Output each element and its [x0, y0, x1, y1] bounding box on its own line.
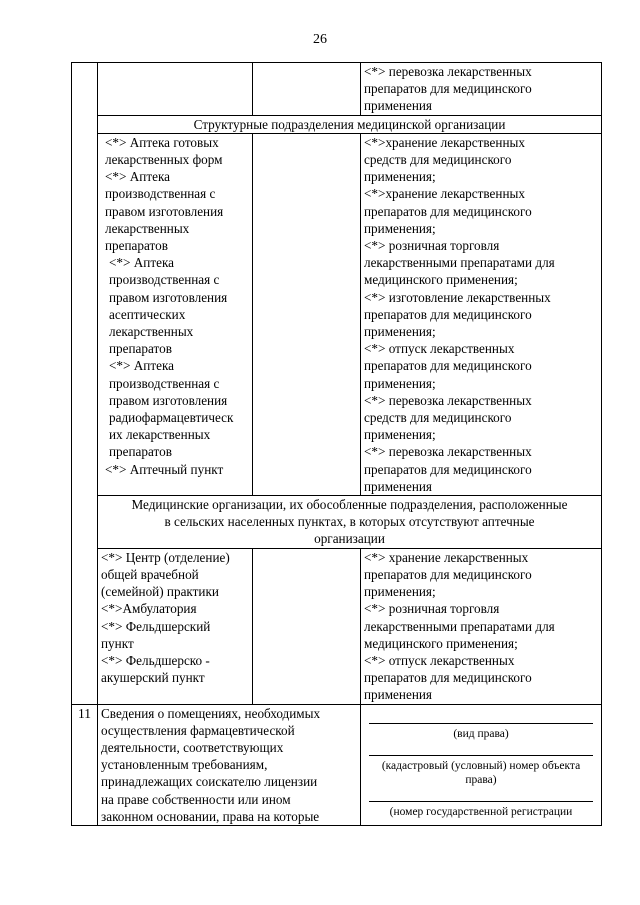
unit-line: производственная с — [109, 272, 220, 288]
top-row-units-cell — [98, 63, 253, 116]
unit-line: лекарственных — [105, 220, 190, 236]
description-line: установленным требованиям, — [101, 757, 268, 773]
activity-line: применения; — [364, 375, 436, 391]
unit-line: лекарственных форм — [105, 152, 223, 168]
unit-line: препаратов — [109, 341, 172, 357]
license-table — [71, 62, 602, 826]
activity-line: применения; — [364, 220, 436, 236]
rural-heading — [98, 496, 602, 549]
unit-line: <*> Аптека — [109, 255, 175, 271]
unit-line: <*> Аптека готовых — [105, 134, 219, 150]
unit-line: <*> Центр (отделение) — [101, 549, 230, 565]
description-line: осуществления фармацевтической — [101, 722, 295, 738]
rural-content-row — [72, 548, 602, 704]
activity-line: применения — [364, 478, 432, 494]
activity-line: <*>хранение лекарственных — [364, 134, 525, 150]
row-11-fields-cell — [361, 704, 602, 825]
rural-units-cell — [98, 548, 253, 704]
unit-line: (семейной) практики — [101, 584, 219, 600]
unit-line: асептических — [109, 306, 186, 322]
registration-number-line — [369, 801, 593, 802]
activity-line: применения; — [364, 427, 436, 443]
activity-line: препаратов для медицинского — [364, 461, 532, 477]
description-line: на праве собственности или ином — [101, 791, 291, 807]
rural-heading-line: Медицинские организации, их обособленные подразделения, расположенные — [131, 497, 568, 513]
activity-line: лекарственными препаратами для — [364, 255, 555, 271]
description-line: Сведения о помещениях, необходимых — [101, 705, 321, 721]
structural-heading-row — [72, 115, 602, 133]
unit-line: правом изготовления — [105, 203, 224, 219]
activity-line: <*>хранение лекарственных — [364, 186, 525, 202]
description-line: законном основании, права на которые — [101, 808, 320, 824]
unit-line: общей врачебной — [101, 566, 199, 582]
unit-line: <*> Аптека — [105, 169, 171, 185]
right-type-label: (вид права) — [453, 727, 509, 740]
top-row — [72, 63, 602, 116]
activity-line: средств для медицинского — [364, 152, 512, 168]
activity-line: <*> розничная торговля — [364, 238, 500, 254]
top-row-blank-cell — [253, 63, 361, 116]
structural-units-cell — [98, 133, 253, 495]
unit-line: их лекарственных — [109, 427, 211, 443]
activity-line: препаратов для медицинского — [364, 306, 532, 322]
row-number-11: 11 — [72, 704, 98, 825]
rural-activities-cell — [361, 548, 602, 704]
activity-line: препаратов для медицинского — [364, 566, 532, 582]
unit-line: препаратов — [109, 444, 172, 460]
rural-heading-line: организации — [314, 531, 385, 547]
unit-line: <*> Аптека — [109, 358, 175, 374]
activity-line: препаратов для медицинского — [364, 670, 532, 686]
activity-line: препаратов для медицинского — [364, 81, 532, 97]
activity-line: <*> изготовление лекарственных — [364, 289, 551, 305]
activity-line: применения; — [364, 169, 436, 185]
activity-line: препаратов для медицинского — [364, 203, 532, 219]
unit-line: пункт — [101, 635, 134, 651]
row-11 — [72, 704, 602, 825]
rural-heading-line: в сельских населенных пунктах, в которых отсутствуют аптечные — [164, 514, 535, 530]
structural-blank-cell — [253, 133, 361, 495]
cadastral-number-label: (кадастровый (условный) номер объекта права) — [381, 759, 581, 786]
activity-line: применения; — [364, 584, 436, 600]
unit-line: радиофармацевтическ — [109, 410, 234, 426]
cadastral-number-line — [369, 755, 593, 756]
activity-line: медицинского применения; — [364, 635, 518, 651]
rural-blank-cell — [253, 548, 361, 704]
unit-line: препаратов — [105, 238, 168, 254]
activity-line: лекарственными препаратами для — [364, 618, 555, 634]
activity-line: <*> перевозка лекарственных — [364, 64, 532, 79]
structural-activities-cell — [361, 133, 602, 495]
activity-line: <*> отпуск лекарственных — [364, 341, 515, 357]
description-line: принадлежащих соискателю лицензии — [101, 774, 318, 790]
activity-line: препаратов для медицинского — [364, 358, 532, 374]
top-row-activities-cell — [361, 63, 602, 116]
activity-line: <*> розничная торговля — [364, 601, 500, 617]
unit-line: <*> Аптечный пункт — [105, 461, 224, 477]
unit-line: акушерский пункт — [101, 670, 205, 686]
structural-heading: Структурные подразделения медицинской организации — [98, 115, 602, 133]
description-line: деятельности, соответствующих — [101, 739, 284, 755]
activity-line: применения — [364, 98, 432, 114]
activity-line: <*> отпуск лекарственных — [364, 652, 515, 668]
activity-line: средств для медицинского — [364, 410, 512, 426]
rural-heading-row — [72, 496, 602, 549]
unit-line: <*> Фельдшерско - — [101, 652, 210, 668]
unit-line: <*>Амбулатория — [101, 601, 197, 617]
activity-line: <*> хранение лекарственных — [364, 549, 529, 565]
right-type-line — [369, 723, 593, 724]
registration-number-label: (номер государственной регистрации — [389, 805, 573, 818]
activity-line: применения; — [364, 324, 436, 340]
unit-line: <*> Фельдшерский — [101, 618, 211, 634]
unit-line: лекарственных — [109, 324, 194, 340]
activity-line: применения — [364, 687, 432, 703]
activity-line: <*> перевозка лекарственных — [364, 444, 532, 460]
unit-line: правом изготовления — [109, 392, 228, 408]
unit-line: производственная с — [109, 375, 220, 391]
activity-line: <*> перевозка лекарственных — [364, 392, 532, 408]
structural-content-row — [72, 133, 602, 495]
unit-line: правом изготовления — [109, 289, 228, 305]
row-number-cell-empty — [72, 63, 98, 705]
row-11-description-cell — [98, 704, 361, 825]
unit-line: производственная с — [105, 186, 216, 202]
page-number: 26 — [313, 32, 327, 47]
activity-line: медицинского применения; — [364, 272, 518, 288]
